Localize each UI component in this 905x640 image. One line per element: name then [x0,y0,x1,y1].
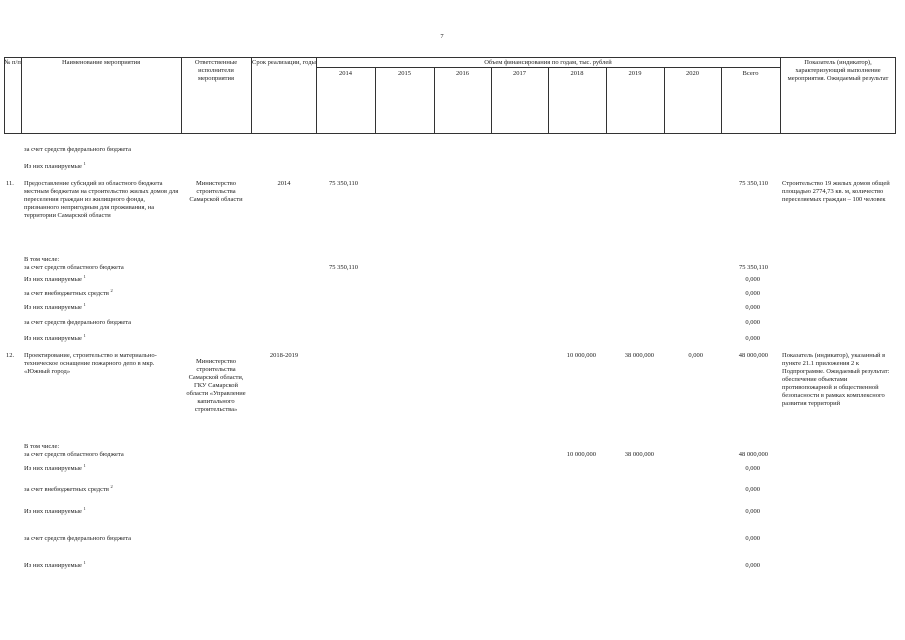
row12-term: 2018-2019 [269,352,299,359]
row12-extra-label: за счет внебюджетных средств $^2$ [24,484,113,493]
row11-extra-total: 0,000 [745,290,760,297]
row12-planned2-label: Из них планируемые $^1$ [24,506,86,515]
row12-total: 48 000,000 [738,352,768,359]
prev-federal-label: за счет средств федерального бюджета [24,146,132,153]
header-name: Наименование мероприятия [61,59,141,66]
row11-incl: В том числе: [24,256,60,263]
header-funding: Объем финансирования по годам, тыс. рублей [484,59,612,66]
row12-incl: В том числе: [24,443,60,450]
col-border [181,57,182,134]
col-border [21,57,22,134]
row11-name: Предоставление субсидий из областного бюджета местным бюджетам на строительство жилых домов для переселения граждан из жилищного фонда, признанного непригодным для проживания, на территории Самарской области [24,180,179,219]
row12-name: Проектирование, строительство и материально-техническое оснащение пожарного депо в мкр. «Южный город» [24,352,157,375]
header-year-2017: 2017 [513,70,526,77]
row11-planned2-label: Из них планируемые $^1$ [24,302,86,311]
col-border [895,57,896,134]
row12-federal-label: за счет средств федерального бюджета [24,535,132,542]
row11-term: 2014 [277,180,291,187]
row12-indicator: Показатель (индикатор), указанный в пункте 21.1 приложения 2 к Подпрограмме. Ожидаемый результат: обеспечение объектами противопожарной и общественной безопасности в рамках комплексного развития территорий [782,352,890,407]
row11-num: 11. [6,180,14,187]
row12-num: 12. [6,352,15,359]
row12-federal-total: 0,000 [745,535,760,542]
row11-planned2-total: 0,000 [745,304,760,311]
header-year-2019: 2019 [628,70,642,77]
header-total: Всего [742,70,759,77]
row12-regional-2018: 10 000,000 [566,451,596,458]
row11-indicator: Строительство 19 жилых домов общей площадью 2774,73 кв. м, количество переселяемых граждан – 100 человек [782,180,890,203]
header-term: Срок реализации, годы [252,59,316,66]
col-border [4,57,5,134]
row11-federal-total: 0,000 [745,319,760,326]
header-executor: Ответственные исполнители мероприятия [194,59,238,82]
row11-extra-label: за счет внебюджетных средств $^2$ [24,288,113,297]
row11-regional-2014: 75 350,110 [329,264,359,271]
header-bottom-border [4,133,896,134]
header-year-2014: 2014 [339,70,352,77]
row12-regional-total: 48 000,000 [738,451,768,458]
row12-2019: 38 000,000 [624,352,654,359]
row11-planned3-total: 0,000 [745,335,760,342]
row11-planned1-total: 0,000 [745,276,760,283]
header-year-2020: 2020 [686,70,699,77]
page-number: 7 [440,33,444,40]
row12-executor: Министерство строительства Самарской области, ГКУ Самарской области «Управление капитального строительства» [186,358,246,413]
row12-2020: 0,000 [688,352,703,359]
header-indicator: Показатель (индикатор), характеризующий выполнение мероприятия. Ожидаемый результат [787,59,889,82]
header-year-2016: 2016 [456,70,469,77]
col-border [251,57,252,134]
row11-executor: Министерство строительства Самарской области [189,180,243,203]
header-year-2018: 2018 [570,70,584,77]
row11-regional-label: за счет средств областного бюджета [24,264,124,271]
header-year-2015: 2015 [398,70,411,77]
row12-planned3-total: 0,000 [745,562,760,569]
prev-planned-label: Из них планируемые $^1$ [24,161,86,170]
row12-planned3-label: Из них планируемые $^1$ [24,560,86,569]
row12-planned2-total: 0,000 [745,508,760,515]
row11-federal-label: за счет средств федерального бюджета [24,319,132,326]
row11-2014: 75 350,110 [329,180,359,187]
row11-total: 75 350,110 [738,180,768,187]
col-border [780,57,781,134]
row12-extra-total: 0,000 [745,486,760,493]
header-top-border [4,57,896,58]
row11-planned3-label: Из них планируемые $^1$ [24,333,86,342]
row11-regional-total: 75 350,110 [738,264,768,271]
row12-2018: 10 000,000 [566,352,596,359]
col-border [316,57,317,134]
header-num: № п/п [4,59,21,66]
row12-planned1-total: 0,000 [745,465,760,472]
row12-regional-2019: 38 000,000 [624,451,654,458]
row11-planned1-label: Из них планируемые $^1$ [24,274,86,283]
row12-planned1-label: Из них планируемые $^1$ [24,463,86,472]
row12-regional-label: за счет средств областного бюджета [24,451,124,458]
